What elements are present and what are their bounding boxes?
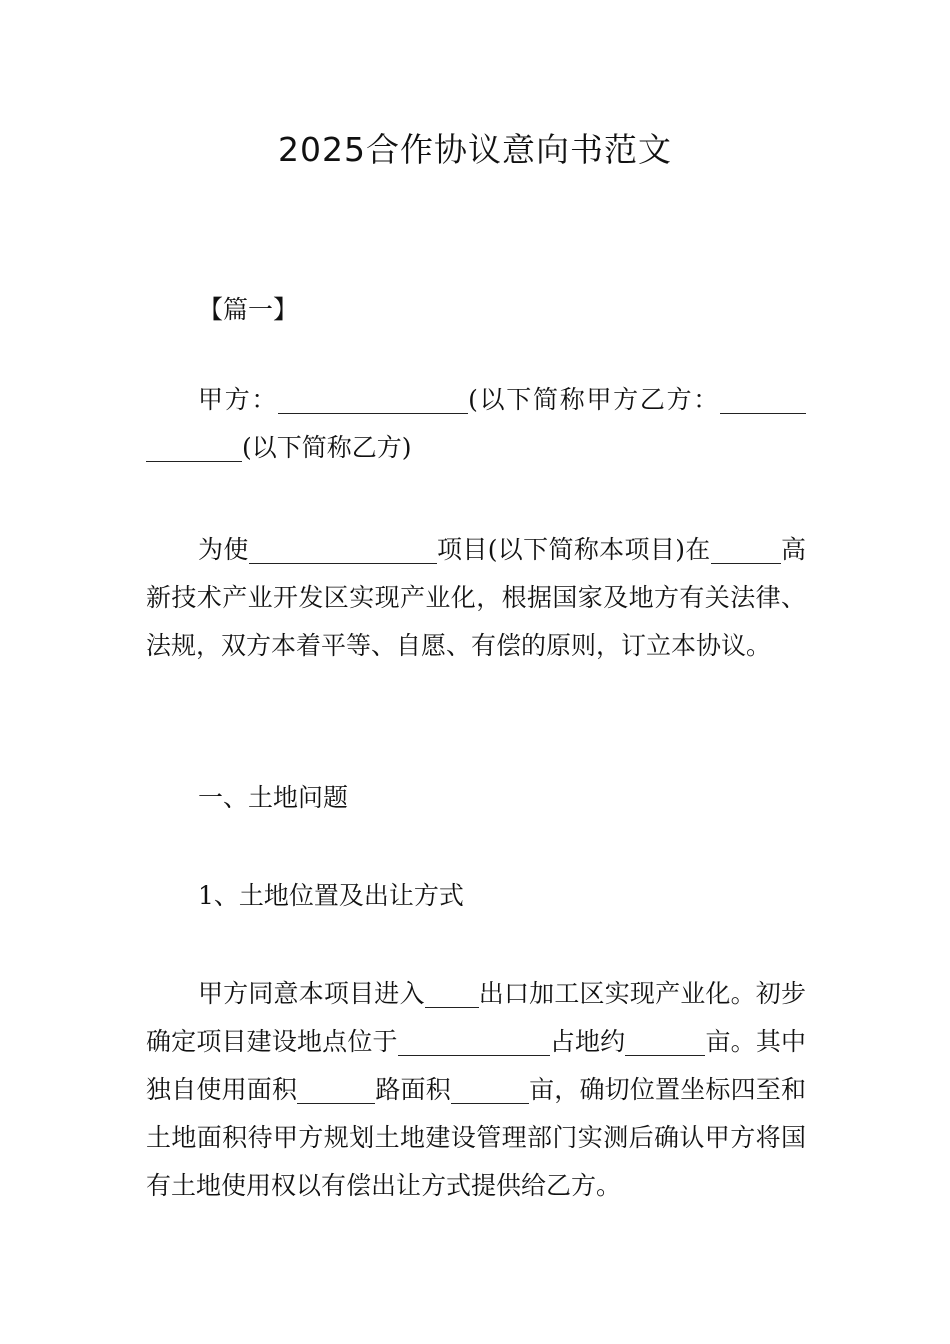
party-b-blank-start [720, 383, 806, 414]
project-name-blank [249, 533, 437, 564]
party-a-suffix: (以下简称甲方乙方： [468, 385, 720, 414]
heading-land-location: 1、土地位置及出让方式 [198, 881, 464, 910]
purpose-text-1: 为使 [198, 535, 249, 564]
party-b-blank-end [146, 431, 242, 462]
road-area-blank [451, 1073, 529, 1104]
area-blank [625, 1025, 705, 1056]
document-title: 2025合作协议意向书范文 [278, 130, 672, 169]
land-text-6: 亩，确切位置坐标四至和土地面积待甲方规划土地建设管理部门实测后确认甲方将国有土地使用权以有偿出让方式提供给乙方。 [146, 1075, 806, 1200]
party-b-suffix: (以下简称乙方) [242, 433, 412, 462]
party-a-label: 甲方： [198, 385, 279, 414]
own-area-blank [297, 1073, 375, 1104]
land-paragraph [146, 970, 806, 1210]
purpose-paragraph [146, 526, 806, 670]
land-text-5: 路面积 [375, 1075, 451, 1104]
land-text-2: 出口加工区实现产业化。初步确定项目建设地点位于 [146, 979, 806, 1056]
site-blank [398, 1025, 550, 1056]
heading-land-issues: 一、土地问题 [198, 783, 349, 812]
section-label: 【篇一】 [198, 295, 299, 324]
party-a-blank [278, 383, 468, 414]
parties-paragraph [146, 376, 806, 472]
zone-blank [425, 977, 479, 1008]
purpose-text-2: 项目(以下简称本项目)在 [436, 535, 711, 564]
purpose-text-3: 高新技术产业开发区实现产业化，根据国家及地方有关法律、法规，双方本着平等、自愿、有偿的原则，订立本协议。 [146, 535, 806, 660]
land-text-1: 甲方同意本项目进入 [198, 979, 425, 1008]
land-text-3: 占地约 [549, 1027, 626, 1056]
land-text-4: 亩。其中独自使用面积 [146, 1027, 806, 1104]
location-blank [711, 533, 781, 564]
